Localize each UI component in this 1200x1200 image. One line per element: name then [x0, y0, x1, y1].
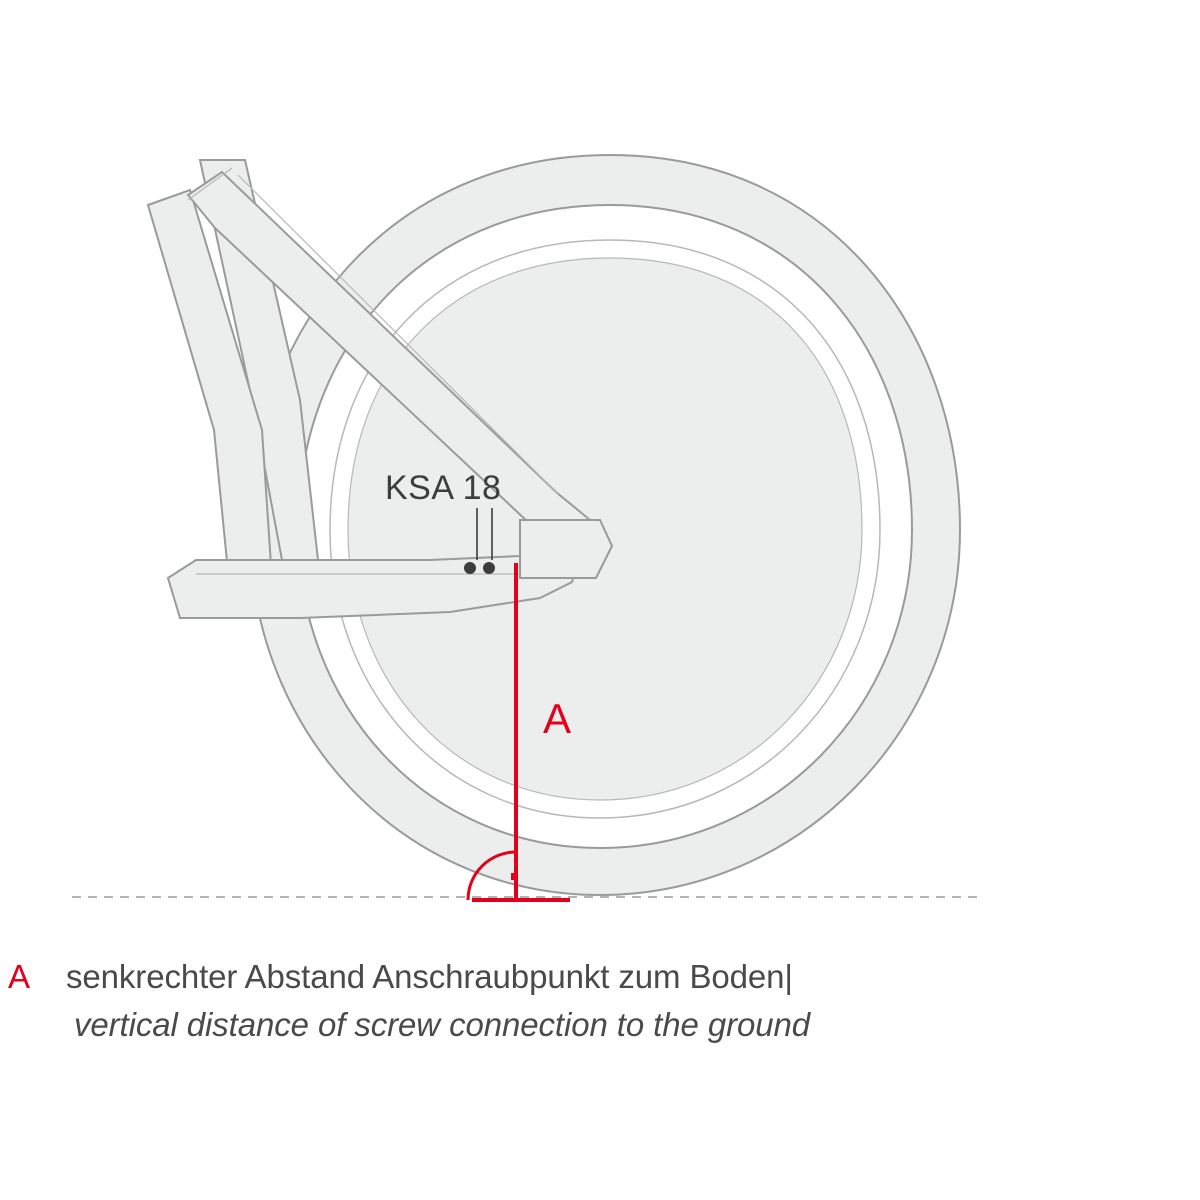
caption-line-english: vertical distance of screw connection to the ground	[74, 1005, 810, 1043]
caption-line-german	[8, 955, 1192, 999]
caption-key: A	[8, 958, 30, 995]
caption	[0, 955, 1200, 1046]
caption-german-text: senkrechter Abstand Anschraubpunkt zum Boden	[66, 958, 785, 995]
part-label: KSA 18	[385, 469, 502, 507]
dimension-label: A	[543, 695, 572, 742]
caption-separator: |	[784, 958, 793, 995]
wheel-outline	[250, 155, 960, 895]
